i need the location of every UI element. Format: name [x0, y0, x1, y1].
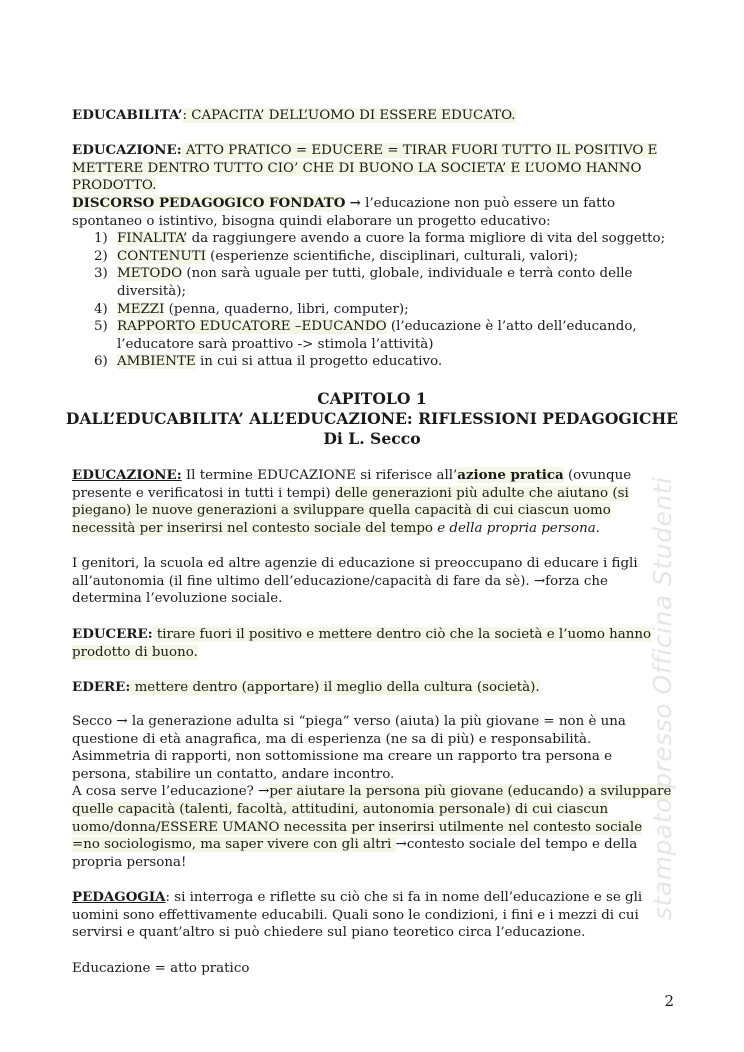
term-pedagogia: PEDAGOGIA: [72, 889, 166, 905]
term-educazione: EDUCAZIONE:: [72, 467, 182, 483]
chapter-heading: [0, 389, 744, 449]
list-item: 4) MEZZI (penna, quaderno, libri, computer);: [94, 301, 409, 317]
arrow-icon: →: [533, 573, 546, 589]
list-item: 1) FINALITA’ da raggiungere avendo a cuore la forma migliore di vita del soggetto;: [94, 231, 666, 247]
arrow-icon: →: [116, 714, 128, 729]
paragraph-educabilita: [72, 107, 672, 125]
paragraph-cosa-serve: A cosa serve l’educazione? →per aiutare la persona più giovane (educando) a sviluppare quelle capacità (talenti, facoltà, attitudini, autonomia personale) di cui ciascun uomo/donna/ESSERE UMANO necessita per inserirsi utilmente nel contesto sociale =no sociologismo, ma saper vivere con gli altri →contesto sociale del tempo e della propria persona!: [72, 784, 672, 870]
paragraph-final: Educazione = atto pratico: [72, 961, 250, 976]
list-item: 3) METODO (non sarà uguale per tutti, globale, individuale e terrà conto delle diversità);: [94, 266, 633, 299]
watermark: stampato presso Officina Studenti: [648, 476, 677, 920]
text-discorso: l’educazione non può essere un fatto spontaneo o istintivo, bisogna quindi elaborare un progetto educativo:: [72, 196, 616, 229]
text-educazione-def: ATTO PRATICO = EDUCERE = TIRAR FUORI TUTTO IL POSITIVO E METTERE DENTRO TUTTO CIO’ CHE DI BUONO LA SOCIETA’ E L’UOMO HANNO PRODOTTO.: [72, 143, 658, 194]
progetto-list: [72, 230, 672, 371]
paragraph-discorso: [72, 195, 672, 371]
term-discorso: DISCORSO PEDAGOGICO FONDATO: [72, 195, 346, 211]
term-educazione-def: EDUCAZIONE:: [72, 142, 182, 158]
paragraph-educere: EDUCERE: tirare fuori il positivo e mettere dentro ciò che la società e l’uomo hanno prodotto di buono.: [72, 626, 652, 660]
paragraph-edere: EDERE: mettere dentro (apportare) il meglio della cultura (società).: [72, 679, 540, 695]
paragraph-pedagogia: PEDAGOGIA: si interroga e riflette su ciò che si fa in nome dell’educazione e se gli uomini sono effettivamente educabili. Quali sono le condizioni, i fini e i mezzi di cui servirsi e quant’altro si può chiedere sul piano teoretico circa l’educazione.: [72, 889, 643, 941]
term-educere: EDUCERE:: [72, 626, 153, 642]
list-item: 2) CONTENUTI (esperienze scientifiche, disciplinari, culturali, valori);: [94, 248, 579, 264]
page-number: 2: [664, 992, 674, 1010]
list-item: 5) RAPPORTO EDUCATORE –EDUCANDO (l’educazione è l’atto dell’educando, l’educatore sarà proattivo -> stimola l’attività): [94, 319, 637, 352]
arrow-icon: →: [395, 837, 407, 853]
chapter-title: DALL’EDUCABILITA’ ALL’EDUCAZIONE: RIFLESSIONI PEDAGOGICHE: [65, 409, 679, 428]
term-edere: EDERE:: [72, 679, 131, 695]
term-educabilita: EDUCABILITA’: [72, 107, 183, 123]
paragraph-genitori: I genitori, la scuola ed altre agenzie di educazione si preoccupano di educare i figli all’autonomia (il fine ultimo dell’educazione/capacità di fare da sè). →forza che determina l’evoluzione sociale.: [72, 556, 638, 607]
arrow-icon: →: [258, 784, 270, 800]
paragraph-educazione: EDUCAZIONE: Il termine EDUCAZIONE si riferisce all’azione pratica (ovunque presente e verificatosi in tutti i tempi) delle generazioni più adulte che aiutano (si piegano) le nuove generazioni a sviluppare quella capacità di cui ciascun uomo necessità per inserirsi nel contesto sociale del tempo e della propria persona.: [72, 467, 632, 536]
chapter-author: Di L. Secco: [323, 429, 421, 448]
text-educabilita: : CAPACITA’ DELL’UOMO DI ESSERE EDUCATO.: [182, 108, 516, 123]
paragraph-educazione-def: [72, 142, 672, 195]
arrow-icon: →: [349, 195, 361, 211]
list-item: 6) AMBIENTE in cui si attua il progetto educativo.: [94, 354, 443, 370]
paragraph-secco: Secco → la generazione adulta si “piega” verso (aiuta) la più giovane = non è una questione di età anagrafica, ma di esperienza (ne sa di più) e responsabilità. Asimmetria di rapporti, non sottomissione ma creare un rapporto tra persona e persona, stabilire un contatto, andare incontro. A cosa serve l’educazione? →per aiutare la persona più giovane (educando) a sviluppare quelle capacità (talenti, facoltà, attitudini, autonomia personale) di cui ciascun uomo/donna/ESSERE UMANO necessita per inserirsi utilmente nel contesto sociale =no sociologismo, ma saper vivere con gli altri →contesto sociale del tempo e della propria persona!: [72, 714, 672, 870]
chapter-number: CAPITOLO 1: [317, 389, 427, 408]
